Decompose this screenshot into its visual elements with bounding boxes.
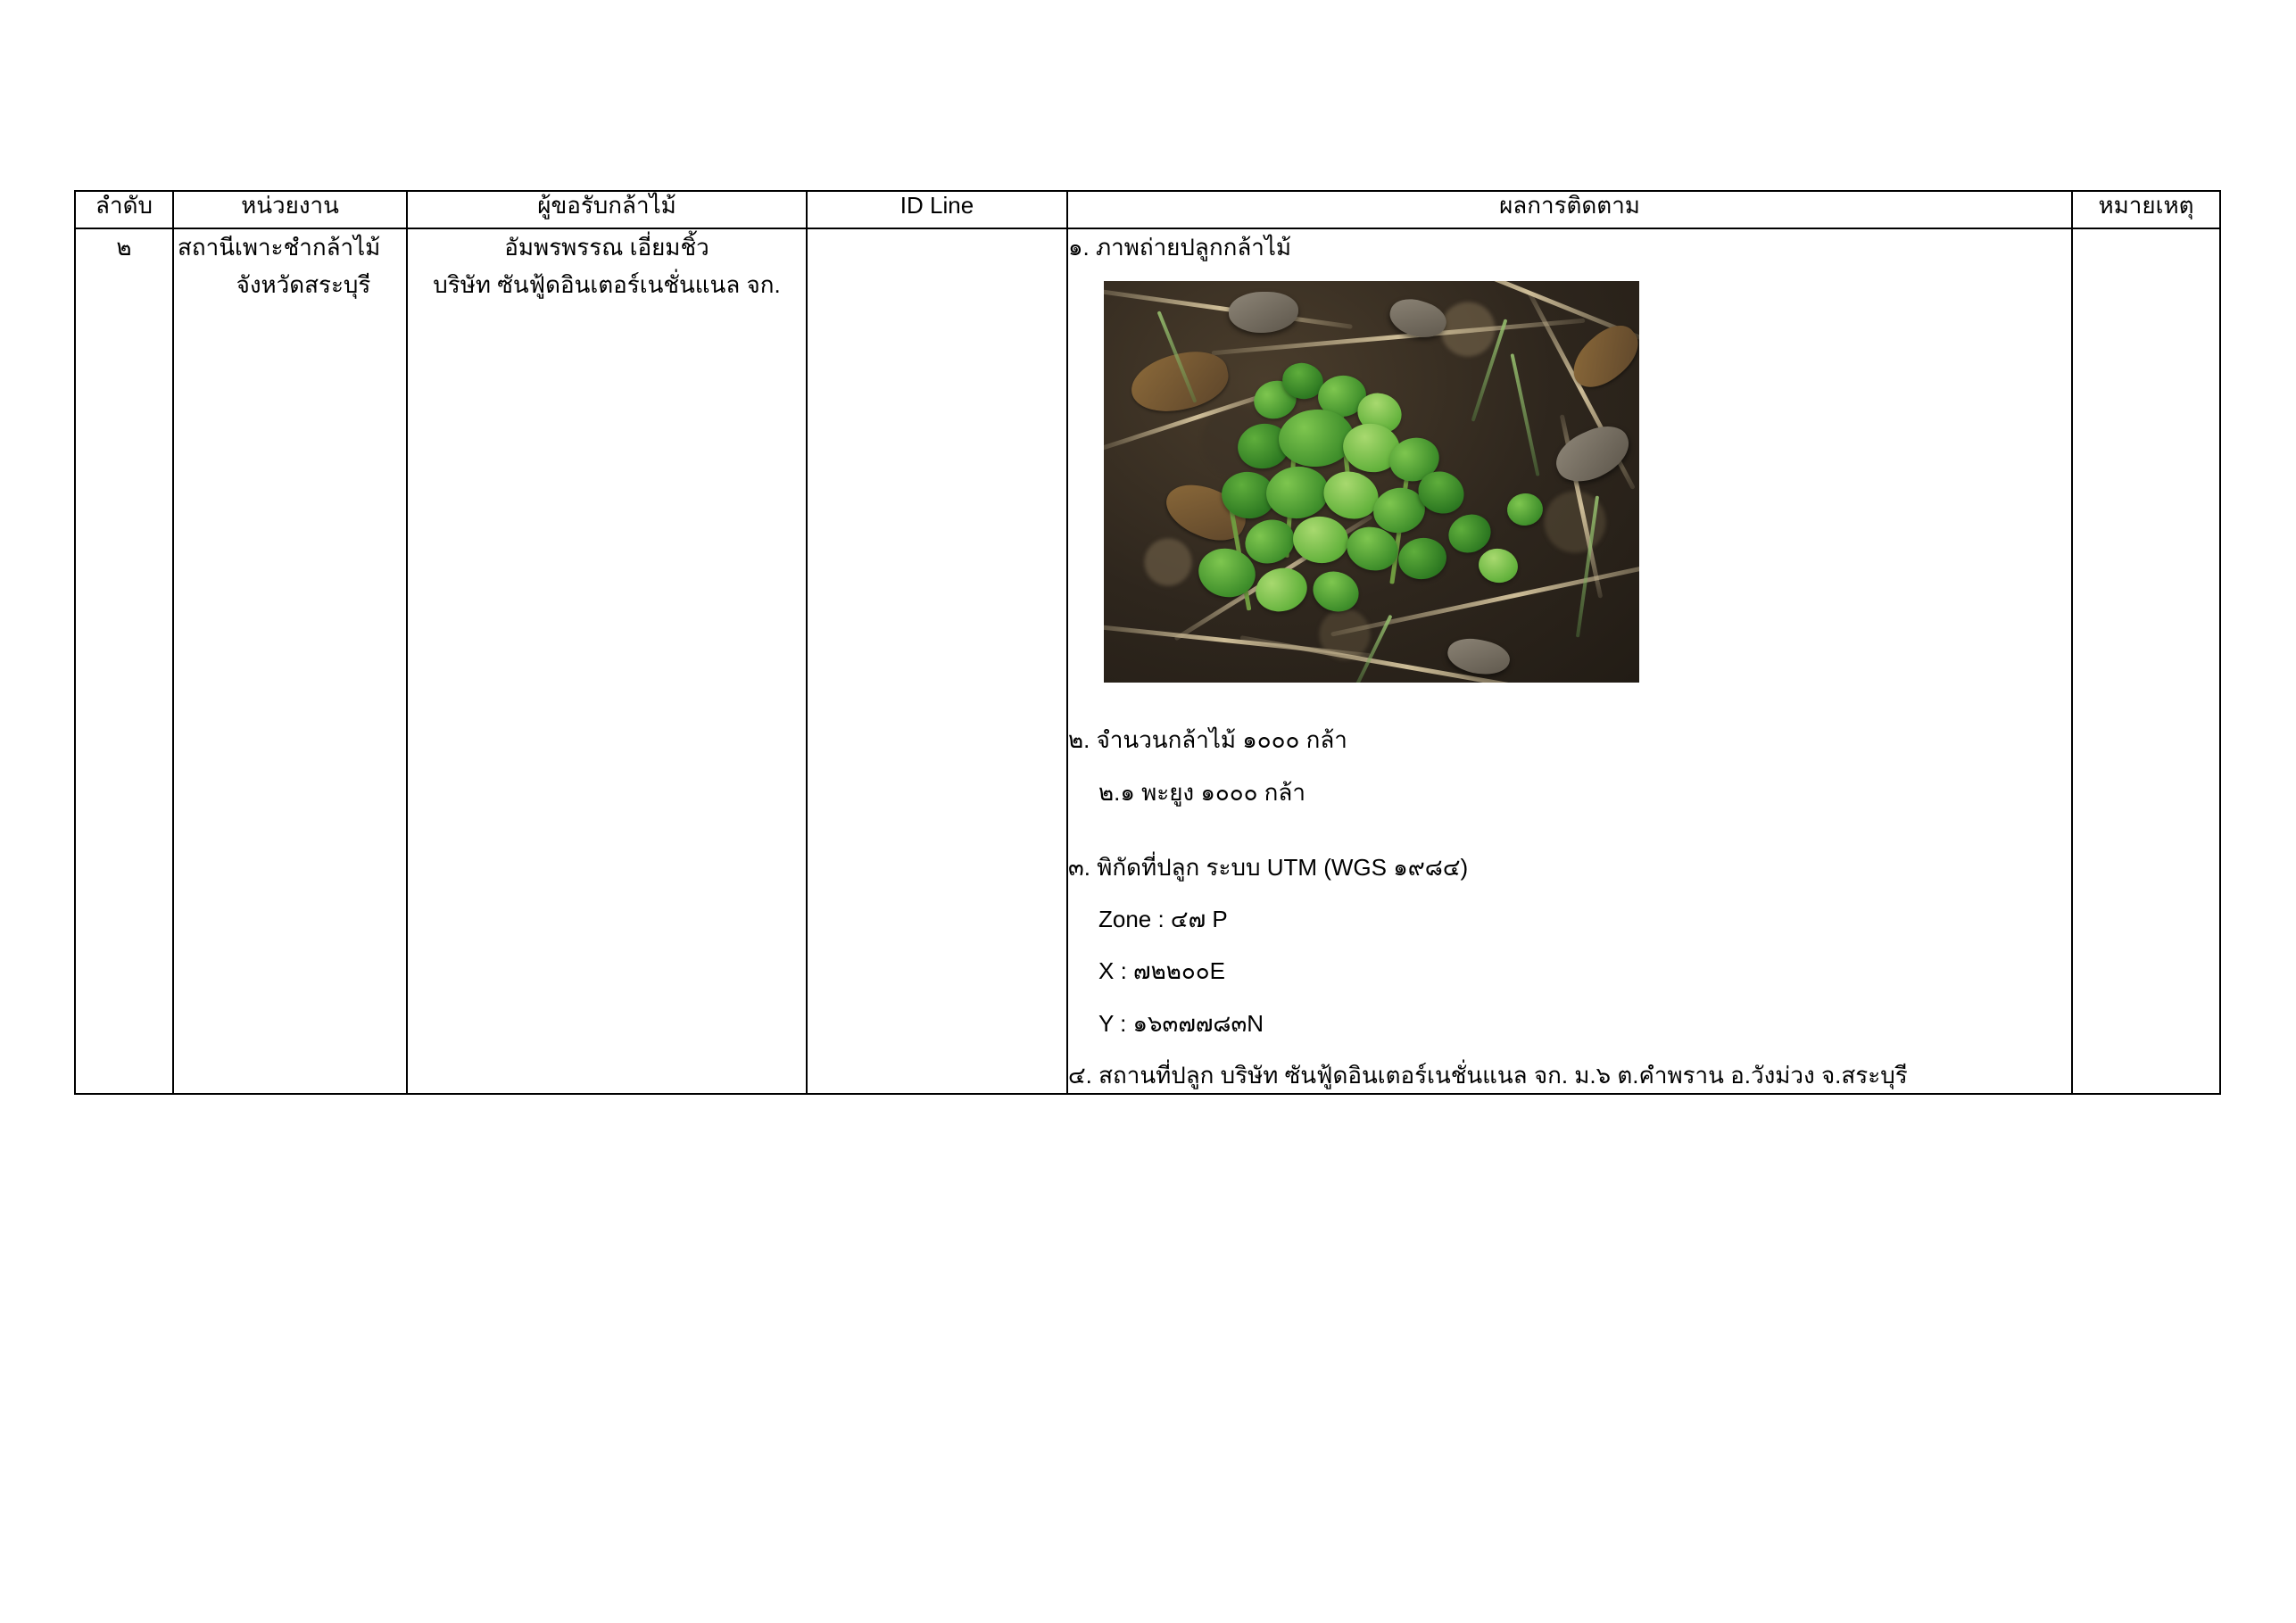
seedling-tracking-table [74,190,2221,1095]
cell-requester [407,228,807,1094]
utm-x: X : ๗๒๒๐๐E [1098,957,1225,985]
requester-name: อัมพรพรรณ เอี่ยมชิ้ว [504,234,709,261]
planted-seedlings-photo [1104,281,1639,683]
result-item-4: ๔. สถานที่ปลูก บริษัท ซันฟู้ดอินเตอร์เนชั่นแนล จก. ม.๖ ต.คำพราน อ.วังม่วง จ.สระบุรี [1068,1062,1908,1089]
column-header-id-line: ID Line [807,191,1067,228]
column-header-unit: หน่วยงาน [173,191,407,228]
result-item-2-1: ๒.๑ พะยูง ๑๐๐๐ กล้า [1098,778,1305,806]
column-header-requester: ผู้ขอรับกล้าไม้ [407,191,807,228]
result-item-1: ๑. ภาพถ่ายปลูกกล้าไม้ [1068,234,1292,261]
cell-note [2072,228,2220,1094]
column-header-note: หมายเหตุ [2072,191,2220,228]
requester-company: บริษัท ซันฟู้ดอินเตอร์เนชั่นแนล จก. [433,270,781,298]
cell-result [1067,228,2072,1094]
column-header-no: ลำดับ [75,191,173,228]
unit-name-line1: สถานีเพาะชำกล้าไม้ [178,234,381,261]
table-row [75,228,2220,1094]
cell-unit [173,228,407,1094]
utm-zone: Zone : ๔๗ P [1098,906,1228,933]
column-header-result: ผลการติดตาม [1067,191,2072,228]
unit-name-line2: จังหวัดสระบุรี [236,270,371,298]
result-item-2: ๒. จำนวนกล้าไม้ ๑๐๐๐ กล้า [1068,726,1347,754]
table-header-row [75,191,2220,228]
utm-y: Y : ๑๖๓๗๗๘๓N [1098,1009,1264,1037]
result-item-3: ๓. พิกัดที่ปลูก ระบบ UTM (WGS ๑๙๘๔) [1068,853,1469,881]
cell-id-line [807,228,1067,1094]
cell-row-number: ๒ [75,228,173,1094]
